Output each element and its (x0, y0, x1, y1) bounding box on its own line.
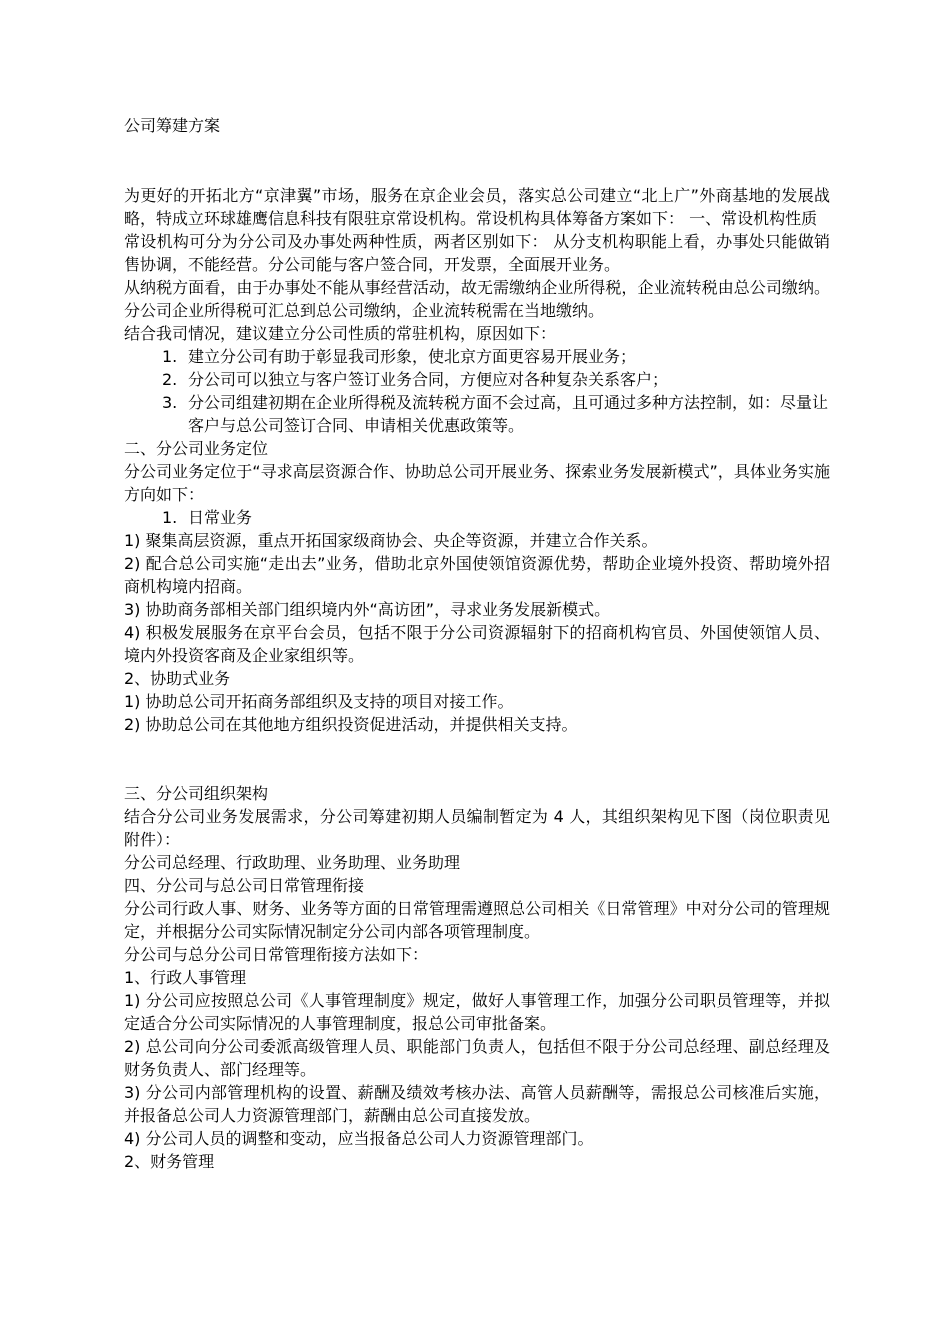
document-title: 公司筹建方案 (124, 116, 221, 135)
section3-heading: 三、分公司组织架构 (124, 784, 269, 803)
section4-paragraph-2: 分公司与总分公司日常管理衔接方法如下： (124, 945, 429, 964)
section2-subheading-1: 1. 日常业务 (162, 508, 253, 527)
section3-paragraph-2: 分公司总经理、行政助理、业务助理、业务助理 (124, 853, 461, 872)
reason-list-item: 1. 建立分公司有助于彰显我司形象，使北京方面更容易开展业务； (162, 347, 637, 366)
section2-subheading-2: 2、协助式业务 (124, 669, 231, 688)
document-body (124, 114, 830, 1173)
reason-list-item: 2. 分公司可以独立与客户签订业务合同，方便应对各种复杂关系客户； (162, 370, 669, 389)
section2-paragraph: 分公司业务定位于“寻求高层资源合作、协助总公司开展业务、探索业务发展新模式”，具体业务实施方向如下： (124, 462, 830, 504)
section4-subheading-2: 2、财务管理 (124, 1152, 215, 1171)
section1-paragraph-3: 结合我司情况，建议建立分公司性质的常驻机构，原因如下： (124, 324, 557, 343)
hr-management-item: 1) 分公司应按照总公司《人事管理制度》规定，做好人事管理工作，加强分公司职员管理等，并拟定适合分公司实际情况的人事管理制度，报总公司审批备案。 (124, 991, 830, 1033)
section4-subheading-1: 1、行政人事管理 (124, 968, 247, 987)
hr-management-item: 2) 总公司向分公司委派高级管理人员、职能部门负责人，包括但不限于分公司总经理、副总经理及财务负责人、部门经理等。 (124, 1037, 830, 1079)
daily-business-item: 4) 积极发展服务在京平台会员，包括不限于分公司资源辐射下的招商机构官员、外国使领馆人员、境内外投资客商及企业家组织等。 (124, 623, 830, 665)
section4-paragraph-1: 分公司行政人事、财务、业务等方面的日常管理需遵照总公司相关《日常管理》中对分公司的管理规定，并根据分公司实际情况制定分公司内部各项管理制度。 (124, 899, 830, 941)
daily-business-item: 1) 聚集高层资源，重点开拓国家级商协会、央企等资源，并建立合作关系。 (124, 531, 658, 550)
section3-paragraph-1: 结合分公司业务发展需求，分公司筹建初期人员编制暂定为 4 人，其组织架构见下图（岗位职责见附件）： (124, 807, 830, 849)
hr-management-item: 4) 分公司人员的调整和变动，应当报备总公司人力资源管理部门。 (124, 1129, 594, 1148)
section1-paragraph-1: 常设机构可分为分公司及办事处两种性质，两者区别如下： 从分支机构职能上看，办事处只能做销售协调，不能经营。分公司能与客户签合同，开发票，全面展开业务。 (124, 232, 830, 274)
daily-business-item: 2) 配合总公司实施“走出去”业务，借助北京外国使领馆资源优势，帮助企业境外投资、帮助境外招商机构境内招商。 (124, 554, 830, 596)
reason-list-item: 3. 分公司组建初期在企业所得税及流转税方面不会过高，且可通过多种方法控制，如：尽量让客户与总公司签订合同、申请相关优惠政策等。 (162, 393, 829, 435)
assist-business-item: 2) 协助总公司在其他地方组织投资促进活动，并提供相关支持。 (124, 715, 578, 734)
section4-heading: 四、分公司与总公司日常管理衔接 (124, 876, 365, 895)
hr-management-item: 3) 分公司内部管理机构的设置、薪酬及绩效考核办法、高管人员薪酬等，需报总公司核准后实施，并报备总公司人力资源管理部门，薪酬由总公司直接发放。 (124, 1083, 830, 1125)
section1-paragraph-2: 从纳税方面看，由于办事处不能从事经营活动，故无需缴纳企业所得税，企业流转税由总公司缴纳。分公司企业所得税可汇总到总公司缴纳，企业流转税需在当地缴纳。 (124, 278, 830, 320)
section2-heading: 二、分公司业务定位 (124, 439, 269, 458)
intro-paragraph: 为更好的开拓北方“京津翼”市场，服务在京企业会员，落实总公司建立“北上广”外商基地的发展战略，特成立环球雄鹰信息科技有限驻京常设机构。常设机构具体筹备方案如下： 一、常设机构性质 (124, 186, 830, 228)
assist-business-item: 1) 协助总公司开拓商务部组织及支持的项目对接工作。 (124, 692, 514, 711)
daily-business-item: 3) 协助商务部相关部门组织境内外“高访团”，寻求业务发展新模式。 (124, 600, 611, 619)
